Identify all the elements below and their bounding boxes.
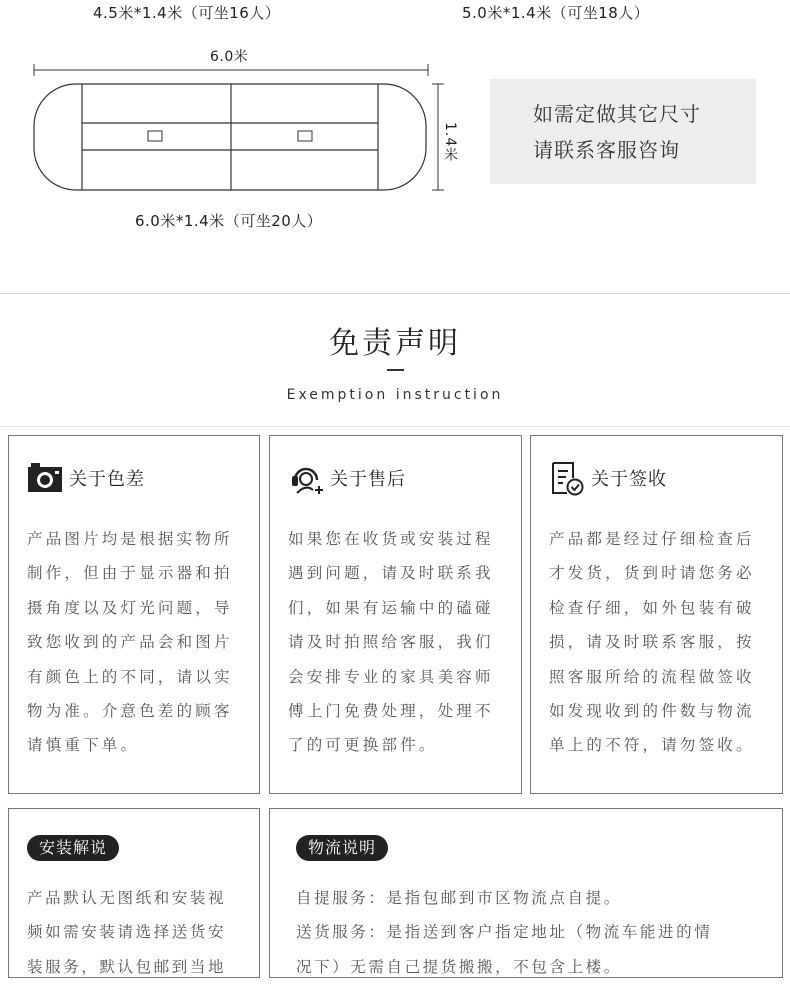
card-body — [27, 881, 226, 984]
body-line: 单上的不符，请勿签收。 — [549, 736, 755, 755]
body-line: 制作，但由于显示器和拍 — [27, 564, 233, 583]
body-line: 物为准。介意色差的顾客 — [27, 702, 233, 721]
body-line: 致您收到的产品会和图片 — [27, 633, 233, 652]
sign-for-card — [530, 435, 783, 794]
body-line: 产品默认无图纸和安装视 — [27, 889, 227, 907]
card-body — [296, 881, 712, 984]
body-line: 遇到问题，请及时联系我 — [288, 564, 494, 583]
table-size-diagram — [0, 40, 470, 250]
size-caption-6-0m: 6.0米*1.4米（可坐20人） — [135, 212, 323, 230]
color-difference-card — [8, 435, 260, 794]
body-line: 送货服务：是指送到客户指定地址（物流车能进的情 — [296, 923, 713, 942]
custom-note-line-2: 请联系客服咨询 — [533, 137, 680, 162]
installation-title-badge: 安装解说 — [27, 835, 119, 861]
height-dimension-label: 1.4米 — [442, 122, 458, 163]
installation-card — [8, 808, 260, 978]
body-line: 频如需安装请选择送货安 — [27, 923, 227, 942]
custom-note-line-1: 如需定做其它尺寸 — [533, 101, 701, 126]
after-sales-card — [269, 435, 522, 794]
body-line: 请慎重下单。 — [27, 736, 140, 755]
body-line: 才发货，货到时请您务必 — [549, 564, 755, 583]
card-header — [549, 460, 667, 496]
card-body — [27, 522, 245, 763]
body-line: 们，如果有运输中的磕碰 — [288, 598, 494, 617]
card-title: 关于色差 — [69, 469, 145, 490]
body-line: 装服务，默认包邮到当地 — [27, 957, 227, 976]
header-divider — [0, 426, 790, 427]
card-title: 关于售后 — [330, 469, 406, 490]
body-line: 有颜色上的不同，请以实 — [27, 667, 233, 686]
body-line: 摄角度以及灯光问题，导 — [27, 598, 233, 617]
body-line: 损，请及时联系客服，按 — [549, 633, 755, 652]
body-line: 如果您在收货或安装过程 — [288, 530, 494, 548]
custom-size-note — [490, 79, 756, 184]
card-title: 关于签收 — [591, 469, 667, 490]
body-line: 检查仔细，如外包装有破 — [549, 598, 755, 617]
disclaimer-subtitle: Exemption instruction — [286, 387, 504, 403]
card-body — [288, 522, 507, 763]
card-header — [288, 460, 406, 496]
logistics-card — [269, 808, 783, 978]
section-divider — [0, 293, 790, 294]
body-line: 会安排专业的家具美容师 — [288, 667, 494, 686]
body-line: 如发现收到的件数与物流 — [549, 702, 755, 721]
disclaimer-title: 免责声明 — [329, 326, 461, 361]
body-line: 产品图片均是根据实物所 — [27, 530, 233, 548]
body-line: 请及时拍照给客服，我们 — [288, 633, 494, 652]
title-dash — [387, 369, 404, 371]
body-line: 傅上门免费处理，处理不 — [288, 702, 494, 721]
sign-document-icon — [549, 460, 585, 496]
body-line: 自提服务：是指包邮到市区物流点自提。 — [296, 889, 622, 907]
size-caption-4-5m: 4.5米*1.4米（可坐16人） — [93, 4, 281, 22]
size-caption-5-0m: 5.0米*1.4米（可坐18人） — [462, 4, 650, 22]
width-dimension-label: 6.0米 — [210, 49, 249, 65]
card-header — [27, 460, 145, 496]
camera-icon — [27, 460, 63, 496]
customer-service-icon — [288, 460, 324, 496]
body-line: 了的可更换部件。 — [288, 736, 438, 755]
card-body — [549, 522, 768, 763]
logistics-title-badge: 物流说明 — [296, 835, 388, 861]
body-line: 况下）无需自己提货搬搬，不包含上楼。 — [296, 957, 622, 976]
body-line: 照客服所给的流程做签收 — [549, 667, 755, 686]
body-line: 产品都是经过仔细检查后 — [549, 530, 755, 548]
